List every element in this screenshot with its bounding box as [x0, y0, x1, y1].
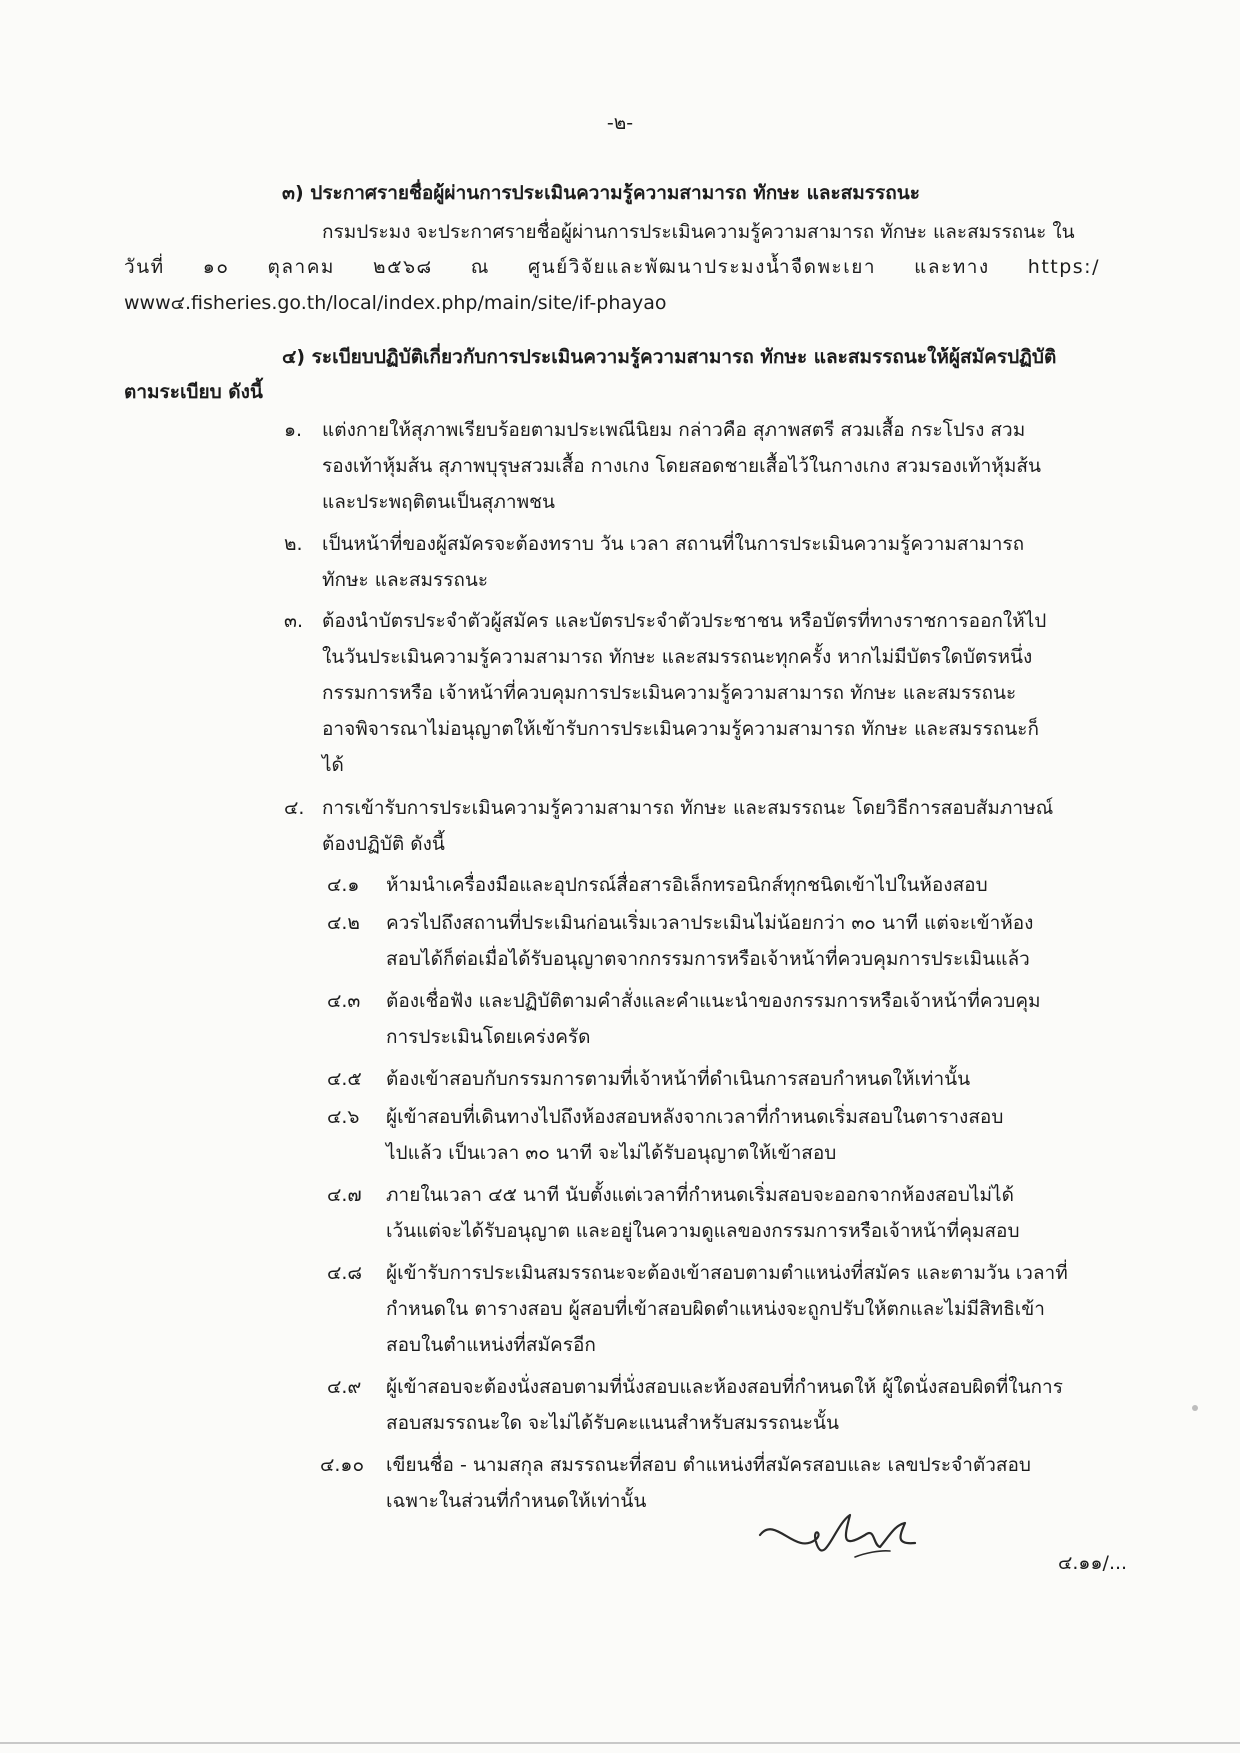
subitem-number: ๔.๗	[327, 1184, 362, 1206]
subitem-text: ผู้เข้าสอบจะต้องนั่งสอบตามที่นั่งสอบและห้องสอบที่กำหนดให้ ผู้ใดนั่งสอบผิดที่ในการ	[386, 1376, 1063, 1398]
signature-mark	[755, 1505, 945, 1575]
section4-heading-line1: ๔) ระเบียบปฏิบัติเกี่ยวกับการประเมินความรู้ความสามารถ ทักษะ และสมรรถนะให้ผู้สมัครปฏิบัติ	[282, 346, 1057, 368]
section4-heading-line2: ตามระเบียบ ดังนี้	[124, 381, 263, 403]
subitem-text: ผู้เข้ารับการประเมินสมรรถนะจะต้องเข้าสอบตามตำแหน่งที่สมัคร และตามวัน เวลาที่	[386, 1262, 1068, 1284]
subitem-number: ๔.๒	[327, 912, 360, 934]
subitem-number: ๔.๑	[327, 874, 360, 896]
subitem-text: ไปแล้ว เป็นเวลา ๓๐ นาที จะไม่ได้รับอนุญาตให้เข้าสอบ	[386, 1142, 837, 1164]
item-text: แต่งกายให้สุภาพเรียบร้อยตามประเพณีนิยม กล่าวคือ สุภาพสตรี สวมเสื้อ กระโปรง สวม	[322, 419, 1026, 441]
item-text: และประพฤติตนเป็นสุภาพชน	[322, 491, 556, 513]
subitem-text: ภายในเวลา ๔๕ นาที นับตั้งแต่เวลาที่กำหนดเริ่มสอบจะออกจากห้องสอบไม่ได้	[386, 1184, 1014, 1206]
section3-heading: ๓) ประกาศรายชื่อผู้ผ่านการประเมินความรู้ความสามารถ ทักษะ และสมรรถนะ	[282, 182, 920, 204]
subitem-text: ควรไปถึงสถานที่ประเมินก่อนเริ่มเวลาประเมินไม่น้อยกว่า ๓๐ นาที แต่จะเข้าห้อง	[386, 912, 1034, 934]
subitem-text: ห้ามนำเครื่องมือและอุปกรณ์สื่อสารอิเล็กทรอนิกส์ทุกชนิดเข้าไปในห้องสอบ	[386, 874, 988, 896]
subitem-text: สอบสมรรถนะใด จะไม่ได้รับคะแนนสำหรับสมรรถนะนั้น	[386, 1412, 839, 1434]
subitem-text: เว้นแต่จะได้รับอนุญาต และอยู่ในความดูแลของกรรมการหรือเจ้าหน้าที่คุมสอบ	[386, 1220, 1020, 1242]
subitem-text: สอบในตำแหน่งที่สมัครอีก	[386, 1334, 596, 1356]
item-text: ทักษะ และสมรรถนะ	[322, 569, 489, 591]
section3-line1: กรมประมง จะประกาศรายชื่อผู้ผ่านการประเมินความรู้ความสามารถ ทักษะ และสมรรถนะ ใน	[322, 221, 1075, 243]
subitem-text: การประเมินโดยเคร่งครัด	[386, 1026, 591, 1048]
section3-line2: วันที่ ๑๐ ตุลาคม ๒๕๖๘ ณ ศูนย์วิจัยและพัฒนาประมงน้ำจืดพะเยา และทาง https:/	[124, 256, 1100, 278]
subitem-text: ต้องเชื่อฟัง และปฏิบัติตามคำสั่งและคำแนะนำของกรรมการหรือเจ้าหน้าที่ควบคุม	[386, 990, 1041, 1012]
item-text: การเข้ารับการประเมินความรู้ความสามารถ ทักษะ และสมรรถนะ โดยวิธีการสอบสัมภาษณ์	[322, 797, 1054, 819]
subitem-text: ต้องเข้าสอบกับกรรมการตามที่เจ้าหน้าที่ดำเนินการสอบกำหนดให้เท่านั้น	[386, 1068, 971, 1090]
subitem-text: ผู้เข้าสอบที่เดินทางไปถึงห้องสอบหลังจากเวลาที่กำหนดเริ่มสอบในตารางสอบ	[386, 1106, 1004, 1128]
item-text: เป็นหน้าที่ของผู้สมัครจะต้องทราบ วัน เวลา สถานที่ในการประเมินความรู้ความสามารถ	[322, 533, 1025, 555]
subitem-number: ๔.๙	[327, 1376, 362, 1398]
item-text: ในวันประเมินความรู้ความสามารถ ทักษะ และสมรรถนะทุกครั้ง หากไม่มีบัตรใดบัตรหนึ่ง	[322, 646, 1033, 668]
subitem-text: เฉพาะในส่วนที่กำหนดให้เท่านั้น	[386, 1490, 647, 1512]
item-text: ต้องปฏิบัติ ดังนี้	[322, 833, 445, 855]
item-text: กรรมการหรือ เจ้าหน้าที่ควบคุมการประเมินความรู้ความสามารถ ทักษะ และสมรรถนะ	[322, 682, 1017, 704]
subitem-number: ๔.๖	[327, 1106, 360, 1128]
scan-speck	[1192, 1405, 1198, 1411]
item-number: ๑.	[284, 419, 303, 441]
item-text: ต้องนำบัตรประจำตัวผู้สมัคร และบัตรประจำตัวประชาชน หรือบัตรที่ทางราชการออกให้ไป	[322, 610, 1047, 632]
section3-url: www๔.fisheries.go.th/local/index.php/main/site/if-phayao	[124, 292, 667, 314]
item-text: ได้	[322, 754, 344, 776]
subitem-text: กำหนดใน ตารางสอบ ผู้สอบที่เข้าสอบผิดตำแหน่งจะถูกปรับให้ตกและไม่มีสิทธิเข้า	[386, 1298, 1045, 1320]
subitem-number: ๔.๓	[327, 990, 361, 1012]
item-text: รองเท้าหุ้มส้น สุภาพบุรุษสวมเสื้อ กางเกง โดยสอดชายเสื้อไว้ในกางเกง สวมรองเท้าหุ้มส้น	[322, 455, 1041, 477]
item-text: อาจพิจารณาไม่อนุญาตให้เข้ารับการประเมินความรู้ความสามารถ ทักษะ และสมรรถนะก็	[322, 718, 1039, 740]
item-number: ๓.	[284, 610, 304, 632]
subitem-number: ๔.๑๐	[320, 1454, 365, 1476]
subitem-text: เขียนชื่อ - นามสกุล สมรรถนะที่สอบ ตำแหน่งที่สมัครสอบและ เลขประจำตัวสอบ	[386, 1454, 1031, 1476]
page-edge-line	[0, 1742, 1240, 1744]
subitem-text: สอบได้ก็ต่อเมื่อได้รับอนุญาตจากกรรมการหรือเจ้าหน้าที่ควบคุมการประเมินแล้ว	[386, 948, 1030, 970]
continuation-marker: ๔.๑๑/...	[1058, 1552, 1128, 1574]
page-number: -๒-	[606, 112, 634, 134]
item-number: ๔.	[284, 797, 305, 819]
item-number: ๒.	[284, 533, 303, 555]
subitem-number: ๔.๘	[327, 1262, 363, 1284]
subitem-number: ๔.๕	[327, 1068, 362, 1090]
